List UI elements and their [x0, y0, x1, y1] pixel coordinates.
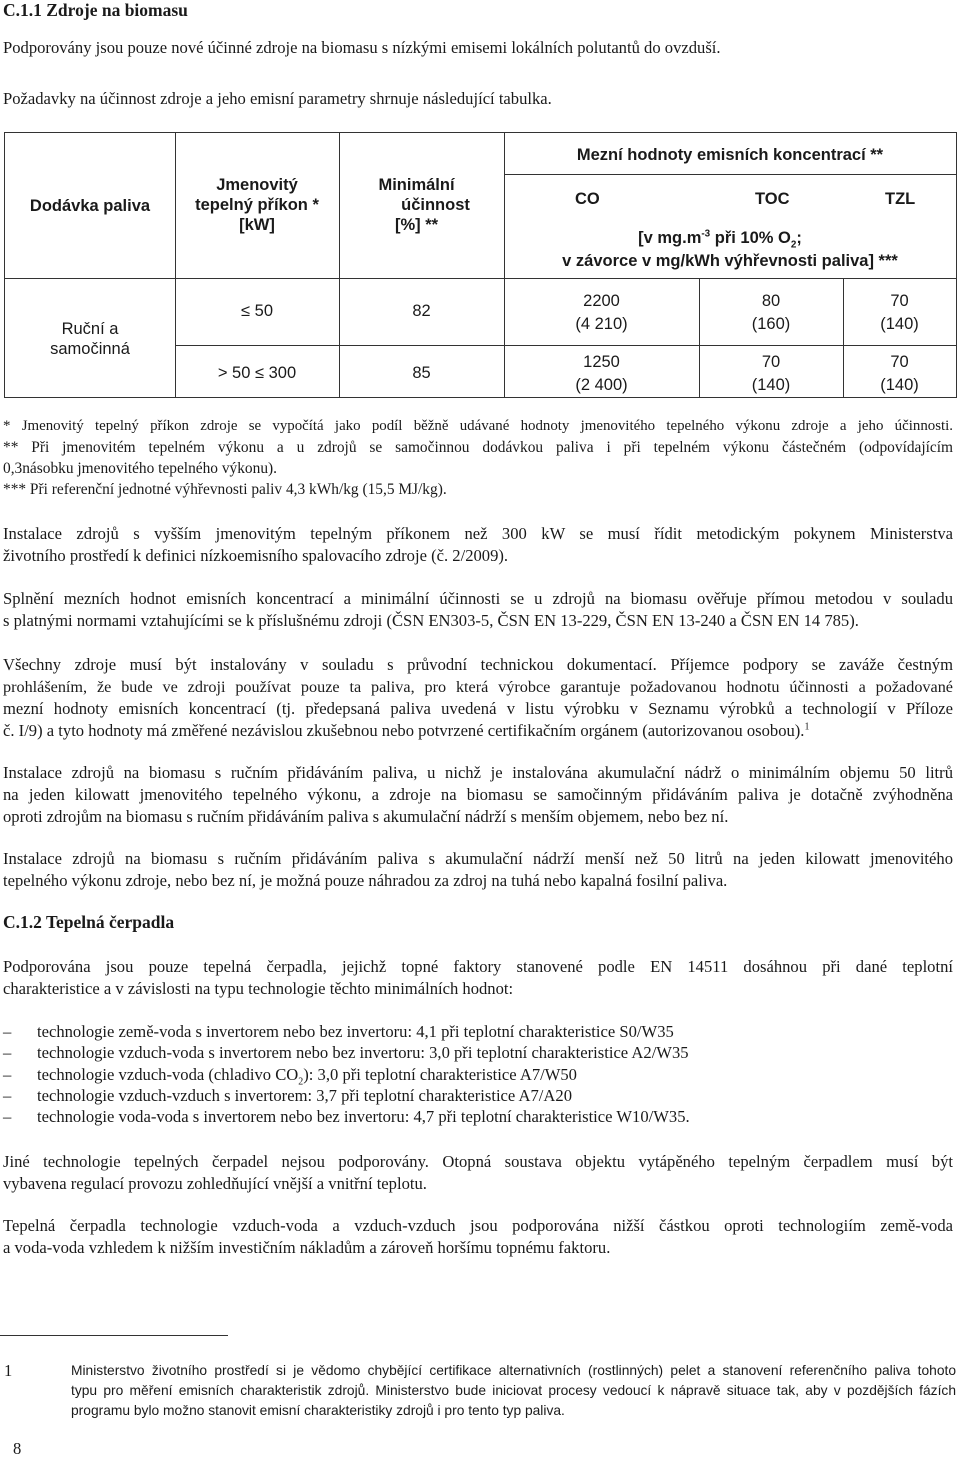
dash-icon: –: [3, 1022, 12, 1041]
paragraph-line: Instalace zdrojů s vyšším jmenovitým tepelným příkonem než 300 kW se musí řídit metodickým pokynem Ministerstva: [3, 524, 953, 543]
cell-value: (4 210): [575, 315, 628, 333]
note-line: * Jmenovitý tepelný příkon zdroje se vypočítá jako podíl běžně udávané hodnoty jmenovitého tepelného výkonu zdroje a jeho účinnosti.: [3, 418, 953, 434]
paragraph-line: Všechny zdroje musí být instalovány v souladu s průvodní technickou dokumentací. Příjemce podpory se zaváže čestným: [3, 655, 953, 674]
header-line: Jmenovitý: [216, 176, 298, 194]
header-toc: TOC: [755, 190, 790, 208]
paragraph-text: č. I/9) a tyto hodnoty má změřené nezávislou zkušebnou nebo potvrzené certifikačním orgánem (autorizovanou osobou).: [3, 721, 805, 740]
list-item: [3, 1021, 690, 1042]
heat-pump-list: [3, 1021, 690, 1127]
list-item: [3, 1064, 690, 1085]
cell-eff-row1: 82: [412, 302, 431, 320]
dash-icon: –: [3, 1085, 12, 1105]
header-min-efficiency: [339, 175, 504, 235]
table-notes: [3, 416, 953, 500]
paragraph-line: na jeden kilowatt jmenovitého tepelného výkonu, a zdroje na biomasu se samočinným přidáváním paliva je dotačně zvýhodněna: [3, 785, 953, 804]
paragraph-line: Tepelná čerpadla technologie vzduch-voda a vzduch-vzduch jsou podporována nižší částkou oproti technologiím země-voda: [3, 1216, 953, 1235]
paragraph: [3, 1151, 953, 1195]
section-2-title: C.1.2 Tepelná čerpadla: [3, 912, 175, 932]
header-line: tepelný příkon *: [195, 196, 319, 214]
header-line: [%] **: [394, 216, 439, 234]
table-rule: [175, 345, 956, 346]
dash-icon: –: [3, 1043, 12, 1063]
paragraph-line: [3, 720, 953, 742]
units-sub: 2: [790, 239, 797, 251]
cell-value: (140): [751, 376, 791, 394]
list-item-sub: 2: [298, 1075, 304, 1087]
header-tzl: TZL: [885, 190, 916, 208]
header-rated-input: [175, 175, 339, 235]
units-text: při 10% O: [710, 229, 791, 247]
list-item-text: ): 3,0 při teplotní charakteristice A7/W50: [303, 1064, 577, 1084]
paragraph-line: prohlášením, že bude ve zdroji používat pouze ta paliva, pro která výrobce garantuje požadovanou hodnotu účinnosti a požadované: [3, 678, 953, 696]
paragraph: [3, 588, 953, 632]
cell-power-row2: > 50 ≤ 300: [217, 364, 297, 382]
paragraph-line: Splnění mezních hodnot emisních koncentrací a minimální účinnosti se u zdrojů na biomasu ověřuje přímou metodou v souladu: [3, 589, 953, 608]
cell-value: (160): [751, 315, 791, 333]
cell-tzl-row1: [843, 291, 956, 334]
note-line: ** Při jmenovitém tepelném výkonu a u zdrojů se samočinnou dodávkou paliva i při tepelném výkonu částečném (odpovídajícím: [3, 439, 953, 456]
cell-value: 70: [761, 353, 781, 371]
paragraph: [3, 762, 953, 828]
cell-value: (140): [880, 315, 919, 333]
cell-value: 80: [761, 292, 781, 310]
list-item-text: technologie vzduch-voda s invertorem nebo bez invertoru: 3,0 při teplotní charakteristice A2/W35: [37, 1043, 689, 1063]
list-item: [3, 1085, 690, 1106]
paragraph-line: charakteristice a v závislosti na typu technologie těchto minimálních hodnot:: [3, 979, 514, 998]
note-line: *** Při referenční jednotné výhřevnosti paliv 4,3 kWh/kg (15,5 MJ/kg).: [3, 481, 447, 498]
cell-co-row1: [504, 291, 699, 334]
section-title: C.1.1 Zdroje na biomasu: [3, 0, 188, 20]
cell-toc-row2: [699, 352, 843, 395]
list-item-text: technologie země-voda s invertorem nebo bez invertoru: 4,1 při teplotní charakteristice S0/W35: [37, 1022, 674, 1041]
paragraph: [3, 848, 953, 892]
header-line: [kW]: [239, 216, 275, 234]
dash-icon: –: [3, 1107, 12, 1127]
units-text: ;: [796, 229, 802, 247]
row-label-line: Ruční a: [61, 320, 119, 338]
paragraph-line: životního prostředí k definici nízkoemisního spalovacího zdroje (č. 2/2009).: [3, 546, 509, 565]
list-item: [3, 1042, 690, 1063]
units-line-1: [484, 228, 956, 251]
footnote-ref: 1: [804, 721, 810, 733]
intro-line: Podporovány jsou pouze nové účinné zdroje na biomasu s nízkými emisemi lokálních polutantů do ovzduší.: [3, 38, 721, 57]
cell-value: 2200: [583, 292, 620, 310]
row-label-manual: [5, 319, 175, 359]
dash-icon: –: [3, 1064, 12, 1084]
cell-power-row1: ≤ 50: [241, 302, 273, 320]
table-rule: [504, 174, 956, 175]
paragraph-line: oproti zdrojům na biomasu s ručním přidáváním paliva s akumulační nádrží s menším objemem, nebo bez ní.: [3, 807, 729, 826]
intro-paragraph: [3, 37, 953, 59]
paragraph: [3, 523, 953, 567]
intro-paragraph-2: [3, 88, 953, 110]
header-line: účinnost: [401, 196, 470, 214]
cell-co-row2: [504, 352, 699, 395]
footnote-line: programu bylo možno stanovit emisní charakteristiky zdrojů i pro tento typ paliva.: [71, 1402, 565, 1418]
list-item-text: technologie vzduch-vzduch s invertorem: 3,7 při teplotní charakteristice A7/A20: [37, 1085, 572, 1105]
cell-tzl-row2: [843, 352, 956, 395]
intro-line: Požadavky na účinnost zdroje a jeho emisní parametry shrnuje následující tabulka.: [3, 89, 552, 108]
paragraph: [3, 654, 953, 742]
paragraph-line: s platnými normami vztahujícími se k příslušnému zdroji (ČSN EN303-5, ČSN EN 13-229, ČSN EN 13-240 a ČSN EN 14 785).: [3, 611, 859, 630]
note-line: 0,3násobku jmenovitého tepelného výkonu).: [3, 460, 277, 477]
units-text: [v mg.m: [638, 229, 702, 247]
paragraph-line: Jiné technologie tepelných čerpadel nejsou podporovány. Otopná soustava objektu vytápěného tepelným čerpadlem musí být: [3, 1152, 953, 1171]
header-emission-limits: Mezní hodnoty emisních koncentrací **: [576, 146, 884, 164]
header-line: Minimální: [378, 176, 455, 194]
paragraph-line: vybavena regulací provozu zohledňující vnější a vnitřní teplotu.: [3, 1174, 427, 1193]
paragraph: [3, 956, 953, 1000]
footnote-number: 1: [4, 1361, 13, 1380]
footnote-rule: [0, 1335, 228, 1336]
paragraph-line: Instalace zdrojů na biomasu s ručním přidáváním paliva, u nichž je instalována akumulační nádrž o minimálním objemu 50 litrů: [3, 763, 953, 782]
table-rule: [5, 278, 956, 279]
header-co: CO: [575, 190, 600, 208]
emission-table: [4, 132, 957, 398]
list-item-text: technologie vzduch-voda (chladivo CO: [37, 1064, 299, 1084]
list-item: [3, 1106, 690, 1127]
cell-value: 1250: [583, 353, 620, 371]
footnote-line: typu pro měření emisních charakteristik zdrojů. Ministerstvo bude iniciovat procesy vedoucí k nápravě situace tak, aby v pozdějších fázích: [71, 1382, 956, 1398]
page-number: 8: [13, 1439, 22, 1458]
footnote-line: Ministerstvo životního prostředí si je vědomo chybějící certifikace alternativních (rostlinných) pelet a stanovení referenčního paliva tohoto: [71, 1363, 956, 1378]
cell-eff-row2: 85: [412, 364, 431, 382]
paragraph-line: a voda-voda vzhledem k nižším investičním nákladům a zároveň horšímu topnému faktoru.: [3, 1238, 611, 1257]
paragraph-line: Podporována jsou pouze tepelná čerpadla, jejichž topné faktory stanovené podle EN 14511 dosáhnou při dané teplotní: [3, 957, 953, 976]
header-units: [504, 228, 956, 271]
paragraph-line: mezní hodnoty emisních koncentrací (tj. předepsaná paliva uvedená v listu výrobku v Seznamu výrobků a technologií v Příloze: [3, 699, 953, 718]
footnote-text: [71, 1361, 956, 1420]
header-fuel-supply: Dodávka paliva: [29, 197, 151, 215]
paragraph: [3, 1215, 953, 1259]
row-label-line: samočinná: [50, 340, 130, 358]
cell-value: 70: [890, 292, 909, 310]
units-sup: -3: [701, 228, 711, 240]
paragraph-line: Instalace zdrojů na biomasu s ručním přidáváním paliva s akumulační nádrží menší než 50 litrů na jeden kilowatt jmenovitého: [3, 849, 953, 868]
paragraph-line: tepelného výkonu zdroje, nebo bez ní, je možná pouze náhradou za zdroj na tuhá nebo kapalná fosilní paliva.: [3, 871, 728, 890]
cell-value: (140): [880, 376, 919, 394]
cell-toc-row1: [699, 291, 843, 334]
list-item-text: technologie voda-voda s invertorem nebo bez invertoru: 4,7 při teplotní charakteristice W10/W35.: [37, 1107, 690, 1127]
units-line-2: v závorce v mg/kWh výhřevnosti paliva] ***: [562, 252, 898, 270]
cell-value: (2 400): [575, 376, 628, 394]
cell-value: 70: [890, 353, 909, 371]
